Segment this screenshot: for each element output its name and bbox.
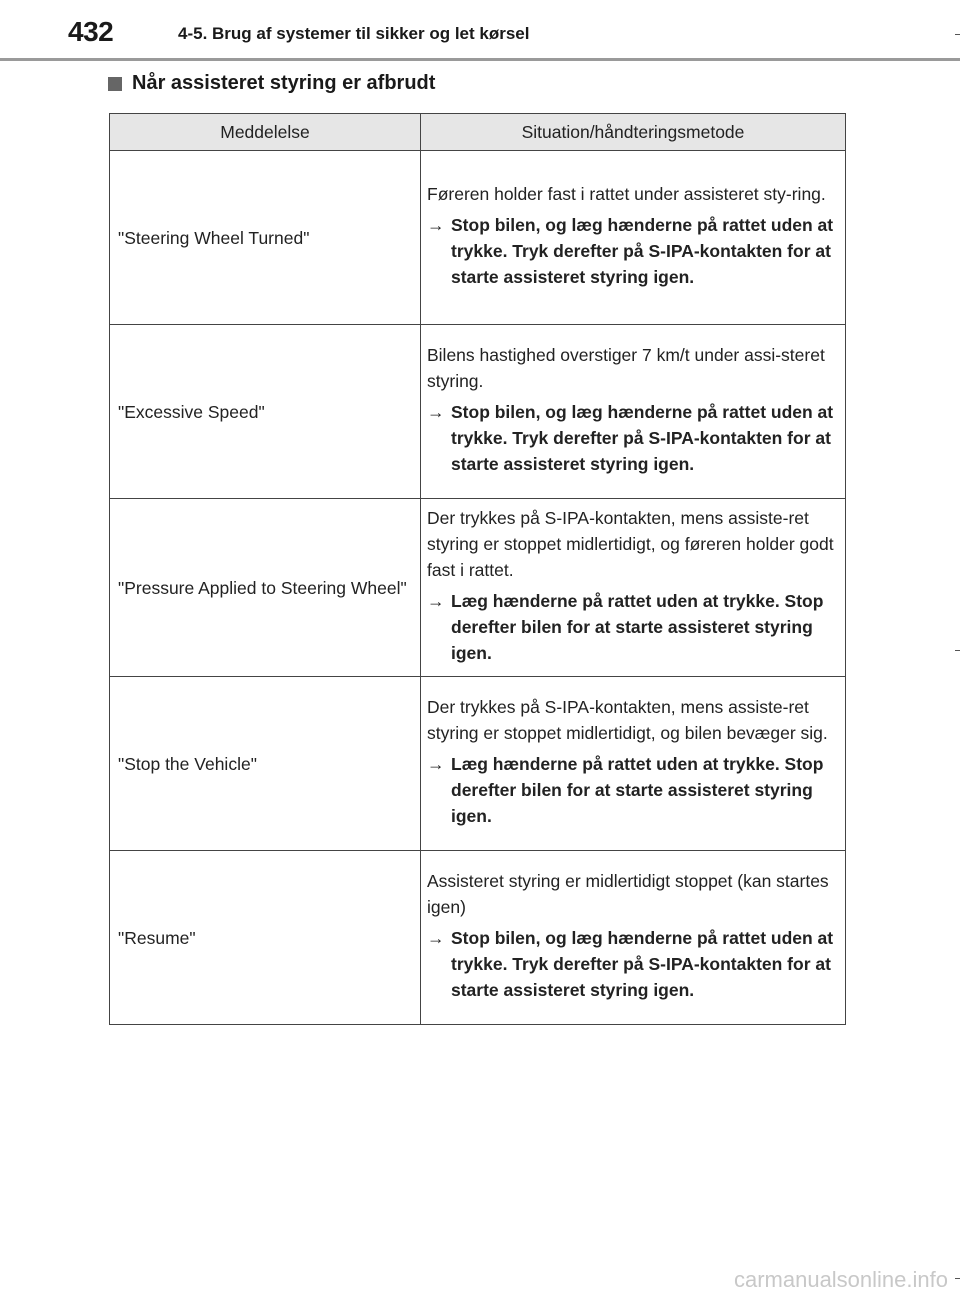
table-row (110, 677, 846, 851)
table-row (110, 151, 846, 325)
arrow-right-icon: → (427, 215, 445, 235)
situation-text: Der trykkes på S-IPA-kontakten, mens assiste-ret styring er stoppet midlertidigt, og bilen bevæger sig. (427, 697, 828, 743)
situation-cell (421, 677, 846, 851)
arrow-right-icon: → (427, 928, 445, 948)
situation-cell (421, 851, 846, 1025)
arrow-right-icon: → (427, 591, 445, 611)
column-header-situation: Situation/håndteringsmetode (421, 114, 846, 151)
action-instruction (427, 212, 839, 290)
table-row (110, 325, 846, 499)
action-instruction (427, 399, 839, 477)
situation-text: Føreren holder fast i rattet under assisteret sty-ring. (427, 184, 826, 204)
message-cell: "Excessive Speed" (110, 325, 421, 499)
page-number: 432 (68, 16, 114, 47)
message-cell: "Resume" (110, 851, 421, 1025)
table-row (110, 499, 846, 677)
square-bullet-icon (108, 77, 122, 91)
table-row (110, 851, 846, 1025)
situation-text: Bilens hastighed overstiger 7 km/t under assi-steret styring. (427, 345, 825, 391)
crop-mark (955, 650, 960, 651)
arrow-right-icon: → (427, 402, 445, 422)
action-instruction (427, 925, 839, 1003)
action-instruction (427, 751, 839, 829)
section-heading (108, 72, 435, 95)
situation-text: Der trykkes på S-IPA-kontakten, mens assiste-ret styring er stoppet midlertidigt, og føreren holder godt fast i rattet. (427, 508, 834, 580)
action-instruction (427, 588, 839, 666)
situation-cell (421, 325, 846, 499)
action-text: Stop bilen, og læg hænderne på rattet uden at trykke. Tryk derefter på S-IPA-kontakten for at starte assisteret styring igen. (451, 928, 834, 1000)
crop-mark (955, 1278, 960, 1279)
message-cell: "Pressure Applied to Steering Wheel" (110, 499, 421, 677)
watermark: carmanualsonline.info (733, 1267, 948, 1292)
situation-cell (421, 151, 846, 325)
action-text: Stop bilen, og læg hænderne på rattet uden at trykke. Tryk derefter på S-IPA-kontakten for at starte assisteret styring igen. (451, 215, 834, 287)
crop-mark (955, 34, 960, 35)
action-text: Læg hænderne på rattet uden at trykke. Stop derefter bilen for at starte assisteret styring igen. (451, 591, 824, 663)
message-cell: "Stop the Vehicle" (110, 677, 421, 851)
arrow-right-icon: → (427, 754, 445, 774)
section-heading-text: Når assisteret styring er afbrudt (132, 72, 436, 94)
chapter-title: 4-5. Brug af systemer til sikker og let kørsel (178, 24, 530, 43)
message-cell: "Steering Wheel Turned" (110, 151, 421, 325)
action-text: Stop bilen, og læg hænderne på rattet uden at trykke. Tryk derefter på S-IPA-kontakten for at starte assisteret styring igen. (451, 402, 834, 474)
column-header-message: Meddelelse (110, 114, 421, 151)
table-header-row (110, 114, 846, 151)
header-divider (0, 58, 960, 61)
message-table (109, 113, 846, 1025)
action-text: Læg hænderne på rattet uden at trykke. Stop derefter bilen for at starte assisteret styring igen. (451, 754, 824, 826)
situation-cell (421, 499, 846, 677)
situation-text: Assisteret styring er midlertidigt stoppet (kan startes igen) (427, 871, 829, 917)
